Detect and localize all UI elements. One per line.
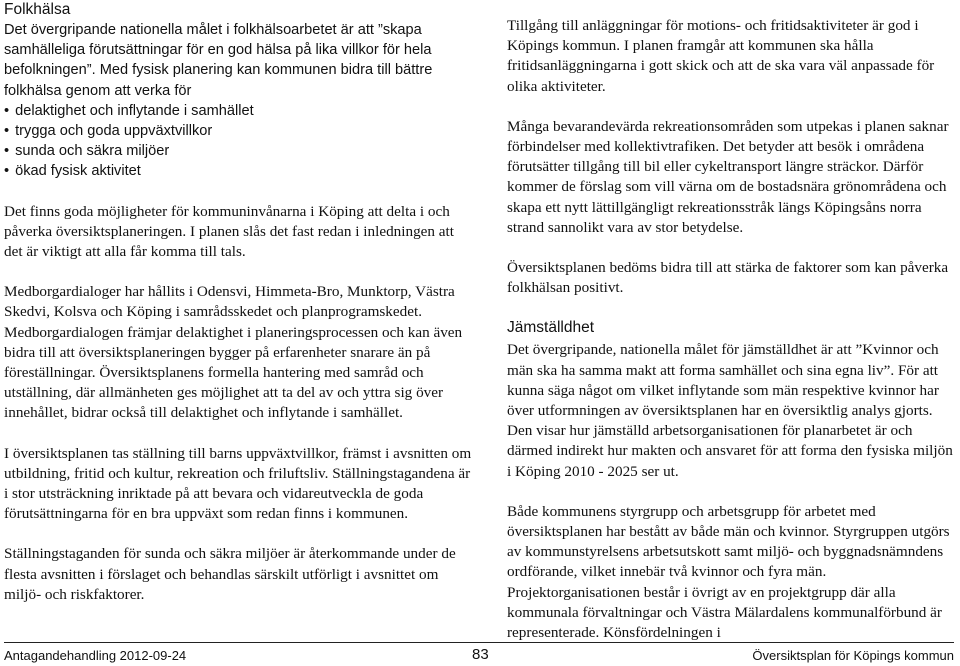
right-column bbox=[507, 16, 955, 643]
footer-document-title: Översiktsplan för Köpings kommun bbox=[752, 648, 954, 663]
bullet-item: • sunda och säkra miljöer bbox=[4, 141, 474, 161]
footer-document-status: Antagandehandling 2012-09-24 bbox=[4, 648, 187, 663]
body-paragraph: Det övergripande, nationella målet för jämställdhet är att ”Kvinnor och män ska ha samma makt att forma samhället och sina egna liv”. För att kunna säga något om vilket inflytande som män respektive kvinnor har över utformningen av översiktsplanen har en översiktlig analys gjorts. Den visar hur jämställd arbetsorganisationen för planarbetet är och därmed indirekt hur makten och ansvaret för att forma den fysiska miljön i Köping 2010 - 2025 ser ut. bbox=[507, 341, 953, 480]
section-heading-folkhalsa: Folkhälsa bbox=[4, 1, 71, 18]
bullet-list bbox=[4, 101, 474, 182]
intro-paragraph: Det övergripande nationella målet i folkhälsoarbetet är att ”skapa samhälleliga förutsättningar för en god hälsa på lika villkor för hela befolkningen”. Med fysisk planering kan kommunen bidra till bättre folkhälsa genom att verka för bbox=[4, 22, 433, 99]
bullet-item: • ökad fysisk aktivitet bbox=[4, 161, 474, 181]
body-paragraph: Det finns goda möjligheter för kommuninvånarna i Köping att delta i och påverka översiktsplaneringen. I planen slås det fast redan i inledningen att det är viktigt att alla får komma till tals. bbox=[4, 202, 454, 261]
page-footer bbox=[4, 646, 954, 664]
left-column bbox=[4, 0, 474, 605]
page-number: 83 bbox=[472, 646, 489, 663]
body-paragraph: Både kommunens styrgrupp och arbetsgrupp för arbetet med översiktsplanen har bestått av både män och kvinnor. Styrgruppen utgörs av kommunstyrelsens arbetsutskott samt miljö- och byggnadsnämndens ordförande, vilket innebär två kvinnor och fyra män. Projektorganisationen består i övrigt av en projektgrupp där alla kommunala förvaltningar och Västra Mälardalens kommunalförbund är representerade. Könsfördelningen i bbox=[507, 502, 950, 642]
footer-divider bbox=[4, 642, 954, 643]
bullet-item: • delaktighet och inflytande i samhället bbox=[4, 101, 474, 121]
body-paragraph: Tillgång till anläggningar för motions- och fritidsaktiviteter är god i Köpings kommun. I planen framgår att kommunen ska hålla fritidsanläggningarna i gott skick och att de ska vara väl anpassade för olika aktiviteter. bbox=[507, 17, 935, 95]
body-paragraph: Medborgardialoger har hållits i Odensvi, Himmeta-Bro, Munktorp, Västra Skedvi, Kolsva och Köping i samrådsskedet och planprogramskedet. Medborgardialogen främjar delaktighet i planeringsprocessen och kan även bidra till att översiktsplaneringen bygger på erfarenheter snarare än på föreställningar. Översiktsplanens formella hantering med samråd och utställning, där allmänheten ges möjlighet att ta del av och yttra sig över innehållet, bidrar också till delaktighet och inflytande i samhället. bbox=[4, 283, 463, 422]
body-paragraph: Översiktsplanen bedöms bidra till att stärka de faktorer som kan påverka folkhälsan positivt. bbox=[507, 259, 949, 297]
bullet-item: • trygga och goda uppväxtvillkor bbox=[4, 121, 474, 141]
body-paragraph: I översiktsplanen tas ställning till barns uppväxtvillkor, främst i avsnitten om utbildning, fritid och kultur, rekreation och friluftsliv. Ställningstagandena är i stor utsträckning inriktade på att bevara och vidareutveckla de goda förutsättningarna för en bra uppväxt som redan finns i kommunen. bbox=[4, 444, 472, 523]
body-paragraph: Många bevarandevärda rekreationsområden som utpekas i planen saknar förbindelser med kollektivtrafiken. Det betyder att besök i områdena förutsätter tillgång till bil eller cykeltransport längre sträckor. Därför kommer de förslag som vill värna om de bostadsnära grönområdena och skapa ett nytt lättillgängligt rekreationsstråk längs Köpingsåns norra strand sannolikt vara av stor betydelse. bbox=[507, 117, 949, 236]
section-heading-jamstalldhet: Jämställdhet bbox=[507, 319, 595, 337]
body-paragraph: Ställningstaganden för sunda och säkra miljöer är återkommande under de flesta avsnitten i förslaget och behandlas särskilt utförligt i avsnittet om miljö- och riskfaktorer. bbox=[4, 545, 456, 603]
